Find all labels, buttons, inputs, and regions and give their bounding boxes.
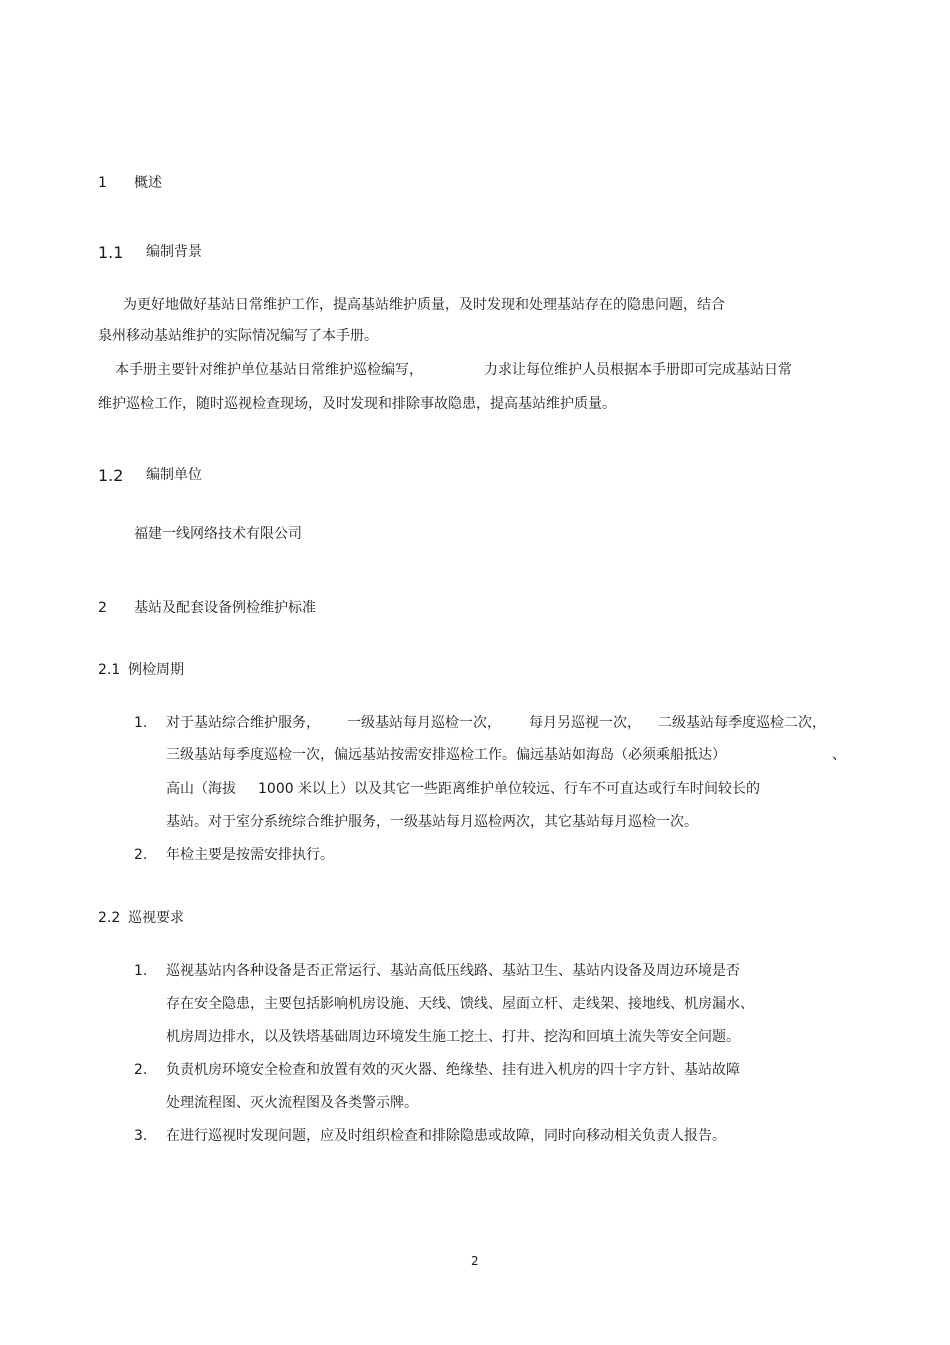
list-2-2-item-2-line-1: 负责机房环境安全检查和放置有效的灭火器、绝缘垫、挂有进入机房的四十字方针、基站故障 <box>166 1062 740 1078</box>
list-2-1-item-1-number: 1. <box>134 715 148 731</box>
list-2-1-item-1-line-3b: 1000 <box>258 781 294 797</box>
list-2-2-item-1-number: 1. <box>134 963 148 979</box>
list-2-2-item-3-line-1: 在进行巡视时发现问题，应及时组织检查和排除隐患或故障，同时向移动相关负责人报告。 <box>166 1128 726 1144</box>
section-1-title: 概述 <box>134 175 162 191</box>
paragraph-2-line-1b: 力求让每位维护人员根据本手册即可完成基站日常 <box>484 362 792 378</box>
section-1-1-number: 1.1 <box>98 243 124 262</box>
list-2-1-item-1-line-1a: 对于基站综合维护服务， <box>166 715 320 731</box>
list-2-2-item-2-line-2: 处理流程图、灭火流程图及各类警示牌。 <box>166 1095 418 1111</box>
section-2-title: 基站及配套设备例检维护标准 <box>134 600 316 616</box>
section-2-1-number: 2.1 <box>98 662 121 678</box>
section-1-number: 1 <box>98 175 107 191</box>
paragraph-1-line-1: 为更好地做好基站日常维护工作，提高基站维护质量，及时发现和处理基站存在的隐患问题，结合 <box>123 297 725 313</box>
list-2-1-item-1-line-1b: 一级基站每月巡检一次， <box>347 715 501 731</box>
list-2-1-item-1-line-1d: 二级基站每季度巡检二次， <box>658 715 826 731</box>
list-2-1-item-1-line-3a: 高山（海拔 <box>166 781 236 797</box>
paragraph-2-line-1a: 本手册主要针对维护单位基站日常维护巡检编写， <box>115 362 423 378</box>
paragraph-1-line-2: 泉州移动基站维护的实际情况编写了本手册。 <box>98 328 378 344</box>
paragraph-2-line-2: 维护巡检工作，随时巡视检查现场，及时发现和排除事故隐患，提高基站维护质量。 <box>98 396 616 412</box>
page-number: 2 <box>471 1254 479 1268</box>
list-2-1-item-1-line-1c: 每月另巡视一次， <box>529 715 641 731</box>
section-1-1-title: 编制背景 <box>146 244 202 260</box>
list-2-1-item-1-line-3c: 米以上）以及其它一些距离维护单位较远、行车不可直达或行车时间较长的 <box>298 781 760 797</box>
section-1-2-title: 编制单位 <box>146 467 202 483</box>
list-2-2-item-1-line-2: 存在安全隐患，主要包括影响机房设施、天线、馈线、屋面立杆、走线架、接地线、机房漏水、 <box>166 996 754 1012</box>
list-2-1-item-2-line-1: 年检主要是按需安排执行。 <box>166 847 334 863</box>
list-2-1-item-2-number: 2. <box>134 847 148 863</box>
section-2-1-title: 例检周期 <box>128 662 184 678</box>
section-2-2-number: 2.2 <box>98 910 121 926</box>
organization-name: 福建一线网络技术有限公司 <box>134 526 302 542</box>
list-2-1-item-1-line-2b: 、 <box>832 747 846 763</box>
section-1-2-number: 1.2 <box>98 466 124 485</box>
list-2-2-item-1-line-3: 机房周边排水，以及铁塔基础周边环境发生施工挖土、打井、挖沟和回填土流失等安全问题。 <box>166 1029 740 1045</box>
section-2-number: 2 <box>98 600 107 616</box>
list-2-2-item-2-number: 2. <box>134 1062 148 1078</box>
list-2-1-item-1-line-4: 基站。对于室分系统综合维护服务，一级基站每月巡检两次，其它基站每月巡检一次。 <box>166 814 698 830</box>
section-2-2-title: 巡视要求 <box>128 910 184 926</box>
list-2-1-item-1-line-2a: 三级基站每季度巡检一次，偏远基站按需安排巡检工作。偏远基站如海岛（必须乘船抵达） <box>166 747 726 763</box>
list-2-2-item-3-number: 3. <box>134 1128 148 1144</box>
list-2-2-item-1-line-1: 巡视基站内各种设备是否正常运行、基站高低压线路、基站卫生、基站内设备及周边环境是否 <box>166 963 740 979</box>
